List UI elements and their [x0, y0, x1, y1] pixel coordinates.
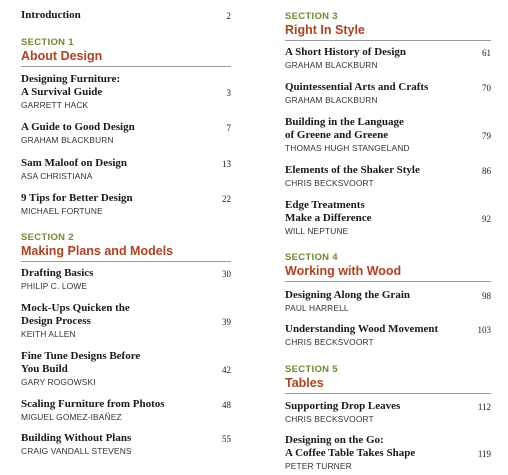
- toc-entry[interactable]: [21, 121, 231, 146]
- entry-page: 30: [222, 269, 231, 279]
- entry-title-line: Supporting Drop Leaves: [285, 400, 401, 412]
- entry-title-line: Designing Furniture:: [21, 73, 121, 85]
- toc-entry[interactable]: [285, 164, 491, 189]
- toc-entry[interactable]: [21, 157, 231, 182]
- section-title: About Design: [21, 49, 103, 63]
- entry-title-line: Make a Difference: [285, 212, 372, 224]
- entry-page: 13: [222, 159, 231, 169]
- toc-entry[interactable]: [285, 199, 491, 237]
- toc-entry-introduction[interactable]: [21, 9, 231, 22]
- toc-entry[interactable]: [285, 81, 491, 106]
- entry-title-line: Building in the Language: [285, 116, 404, 128]
- entry-title-line: 9 Tips for Better Design: [21, 192, 133, 204]
- entry-title-line: Mock-Ups Quicken the: [21, 302, 130, 314]
- section-rule: [285, 40, 491, 41]
- entry-author: WILL NEPTUNE: [285, 226, 349, 236]
- entry-page: 39: [222, 317, 231, 327]
- toc-entry[interactable]: [21, 267, 231, 292]
- entry-title-line: of Greene and Greene: [285, 129, 389, 141]
- entry-author: CHRIS BECKSVOORT: [285, 414, 374, 424]
- section-rule: [21, 66, 231, 67]
- entry-author: THOMAS HUGH STANGELAND: [285, 143, 410, 153]
- entry-title-line: Scaling Furniture from Photos: [21, 398, 165, 410]
- entry-page: 70: [482, 83, 491, 93]
- entry-page: 79: [482, 131, 491, 141]
- toc-entry[interactable]: [285, 400, 491, 425]
- toc-entry[interactable]: [21, 192, 231, 217]
- entry-title-line: Fine Tune Designs Before: [21, 350, 141, 362]
- entry-author: PAUL HARRELL: [285, 303, 349, 313]
- toc-entry[interactable]: [285, 289, 491, 314]
- section-rule: [285, 281, 491, 282]
- entry-page: 42: [222, 365, 231, 375]
- entry-title-line: Design Process: [21, 315, 91, 327]
- section-title: Making Plans and Models: [21, 244, 174, 258]
- toc-entry[interactable]: [285, 116, 491, 154]
- section-label: SECTION 3: [285, 11, 338, 22]
- section-rule: [285, 393, 491, 394]
- toc-entry[interactable]: [21, 350, 231, 388]
- entry-title-line: You Build: [21, 363, 68, 375]
- entry-author: CRAIG VANDALL STEVENS: [21, 446, 132, 456]
- entry-author: CHRIS BECKSVOORT: [285, 178, 374, 188]
- entry-author: KEITH ALLEN: [21, 329, 76, 339]
- section-rule: [21, 261, 231, 262]
- entry-page: 112: [477, 402, 491, 412]
- entry-author: CHRIS BECKSVOORT: [285, 337, 374, 347]
- entry-page: 103: [477, 325, 491, 335]
- entry-author: PETER TURNER: [285, 461, 352, 471]
- entry-title-line: Quintessential Arts and Crafts: [285, 81, 429, 93]
- toc-entry[interactable]: [285, 46, 491, 71]
- entry-author: GRAHAM BLACKBURN: [285, 95, 378, 105]
- entry-title-line: A Short History of Design: [285, 46, 406, 58]
- entry-page: 119: [477, 449, 491, 459]
- entry-page: 86: [482, 166, 491, 176]
- toc-entry[interactable]: [21, 398, 231, 423]
- entry-author: GARRETT HACK: [21, 100, 89, 110]
- section-title: Right In Style: [285, 23, 365, 37]
- entry-author: GARY ROGOWSKI: [21, 377, 96, 387]
- entry-title-line: A Survival Guide: [21, 86, 103, 98]
- entry-author: MIGUEL GOMEZ-IBAÑEZ: [21, 412, 122, 422]
- entry-title-line: Designing on the Go:: [285, 434, 384, 446]
- toc-entry[interactable]: [285, 434, 491, 472]
- entry-title-line: Elements of the Shaker Style: [285, 164, 420, 176]
- entry-title-line: Understanding Wood Movement: [285, 323, 439, 335]
- entry-author: GRAHAM BLACKBURN: [285, 60, 378, 70]
- section-label: SECTION 4: [285, 252, 338, 263]
- entry-page: 3: [226, 88, 231, 98]
- entry-page: 7: [226, 123, 231, 133]
- entry-title-line: A Guide to Good Design: [21, 121, 135, 133]
- section-title: Tables: [285, 376, 324, 390]
- entry-page: 22: [222, 194, 231, 204]
- toc-entry[interactable]: [21, 302, 231, 340]
- toc-entry[interactable]: [285, 323, 491, 348]
- toc-entry[interactable]: [21, 73, 231, 111]
- section-title: Working with Wood: [285, 264, 402, 278]
- entry-page: 48: [222, 400, 231, 410]
- entry-page: 2: [226, 11, 231, 21]
- section-label: SECTION 5: [285, 364, 338, 375]
- entry-page: 61: [482, 48, 491, 58]
- entry-page: 55: [222, 434, 231, 444]
- section-label: SECTION 1: [21, 37, 74, 48]
- entry-title: Introduction: [21, 9, 81, 21]
- entry-page: 92: [482, 214, 491, 224]
- section-label: SECTION 2: [21, 232, 74, 243]
- entry-page: 98: [482, 291, 491, 301]
- entry-author: MICHAEL FORTUNE: [21, 206, 103, 216]
- entry-title-line: Drafting Basics: [21, 267, 94, 279]
- entry-title-line: Building Without Plans: [21, 432, 132, 444]
- entry-title-line: Sam Maloof on Design: [21, 157, 128, 169]
- entry-author: PHILIP C. LOWE: [21, 281, 88, 291]
- toc-entry[interactable]: [21, 432, 231, 457]
- entry-title-line: Designing Along the Grain: [285, 289, 410, 301]
- entry-author: GRAHAM BLACKBURN: [21, 135, 114, 145]
- entry-title-line: Edge Treatments: [285, 199, 365, 211]
- entry-author: ASA CHRISTIANA: [21, 171, 93, 181]
- entry-title-line: A Coffee Table Takes Shape: [285, 447, 416, 459]
